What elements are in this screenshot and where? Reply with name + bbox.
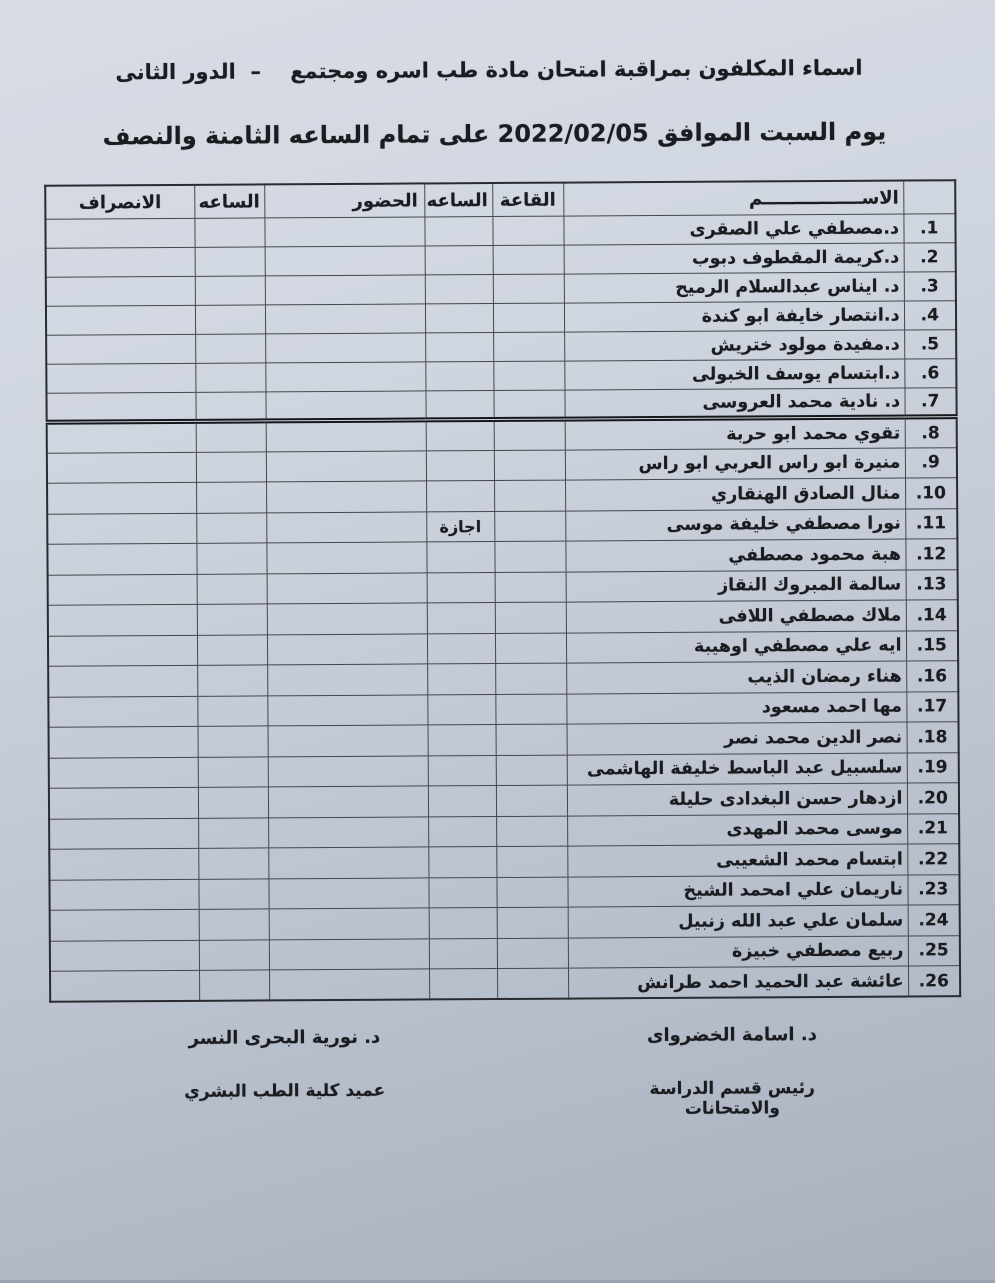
hour-in-cell	[428, 847, 496, 878]
departure-cell	[46, 247, 195, 277]
attendance-cell	[267, 572, 427, 603]
hour-out-cell	[194, 218, 264, 247]
attendance-cell	[267, 603, 427, 634]
hall-cell	[495, 633, 566, 664]
invigilator-name-cell: سلمان علي عبد الله زنبيل	[568, 905, 908, 938]
departure-cell	[49, 726, 198, 757]
departure-cell	[48, 696, 197, 727]
hour-out-cell	[198, 756, 268, 787]
hour-in-cell	[425, 246, 493, 275]
row-number-cell: .24	[908, 905, 960, 936]
hour-out-cell	[197, 695, 267, 726]
invigilator-name-cell: عائشة عبد الحميد احمد طرانش	[568, 966, 908, 999]
row-number-cell: .1	[903, 214, 955, 243]
departure-cell	[48, 604, 197, 635]
row-number-cell: .15	[906, 630, 958, 661]
departure-cell	[50, 940, 199, 971]
attendance-cell	[267, 664, 427, 695]
hour-out-cell	[198, 817, 268, 848]
hour-out-cell	[196, 421, 266, 452]
attendance-cell	[265, 275, 425, 305]
departure-cell	[48, 574, 197, 605]
hall-cell	[494, 450, 565, 481]
hour-in-cell: اجازة	[426, 511, 494, 542]
invigilator-name-cell: ناريمان علي امحمد الشيخ	[567, 875, 907, 908]
invigilator-name-cell: سالمة المبروك النقاز	[566, 570, 906, 603]
hall-cell	[494, 419, 565, 450]
row-number-cell: .4	[904, 301, 956, 330]
departure-cell	[46, 276, 195, 306]
hall-cell	[495, 663, 566, 694]
hour-in-cell	[426, 450, 494, 481]
table-body	[45, 214, 960, 1002]
hour-out-cell	[198, 787, 268, 818]
invigilator-name-cell: د.ابتسام يوسف الخبولى	[564, 359, 904, 390]
departure-cell	[48, 635, 197, 666]
hall-cell	[496, 724, 567, 755]
row-number-cell: .16	[906, 661, 958, 692]
hour-out-cell	[195, 392, 265, 421]
departure-cell	[49, 787, 198, 818]
hour-in-cell	[425, 333, 493, 362]
hour-out-cell	[195, 334, 265, 363]
hour-in-cell	[428, 877, 496, 908]
invigilator-name-cell: ازدهار حسن البغدادى حليلة	[567, 783, 907, 816]
row-number-cell: .7	[904, 388, 956, 417]
departure-cell	[47, 452, 196, 483]
hall-cell	[497, 938, 568, 969]
departure-cell	[49, 848, 198, 879]
attendance-cell	[268, 847, 428, 878]
invigilator-name-cell: ايه علي مصطفي اوهيبة	[566, 631, 906, 664]
hour-out-cell	[199, 970, 269, 1001]
row-number-cell: .3	[904, 272, 956, 301]
attendance-cell	[264, 217, 424, 247]
hour-out-cell	[196, 543, 266, 574]
attendance-cell	[268, 786, 428, 817]
hour-in-cell	[425, 362, 493, 391]
attendance-cell	[268, 725, 428, 756]
invigilator-name-cell: هبة محمود مصطفي	[565, 539, 905, 572]
invigilator-name-cell: منال الصادق الهنقاري	[565, 478, 905, 511]
row-number-cell: .5	[904, 330, 956, 359]
hour-in-cell	[427, 572, 495, 603]
hall-cell	[493, 303, 564, 332]
invigilator-name-cell: سلسبيل عبد الباسط خليفة الهاشمى	[567, 753, 907, 786]
invigilator-name-cell: نصر الدين محمد نصر	[567, 722, 907, 755]
departure-cell	[48, 665, 197, 696]
departure-cell	[47, 482, 196, 513]
hour-in-cell	[429, 908, 497, 939]
row-number-cell: .22	[907, 844, 959, 875]
hall-cell	[494, 480, 565, 511]
hall-cell	[495, 602, 566, 633]
table-header-row	[45, 180, 955, 219]
attendance-cell	[266, 542, 426, 573]
hour-out-cell	[195, 305, 265, 334]
attendance-cell	[268, 877, 428, 908]
signature-block-right	[599, 1024, 865, 1120]
attendance-cell	[265, 391, 425, 421]
departure-cell	[46, 334, 195, 364]
row-number-cell: .11	[905, 508, 957, 539]
hour-in-cell	[428, 725, 496, 756]
row-number-cell: .14	[906, 600, 958, 631]
hour-out-cell	[195, 363, 265, 392]
hall-cell	[493, 332, 564, 361]
row-number-cell: .25	[908, 935, 960, 966]
invigilator-name-cell: منيرة ابو راس العربي ابو راس	[565, 448, 905, 481]
departure-cell	[47, 421, 196, 452]
attendance-cell	[265, 362, 425, 392]
document-title: اسماء المكلفون بمراقبة امتحان مادة طب اسره ومجتمع – الدور الثانى	[0, 55, 982, 85]
hour-in-cell	[428, 786, 496, 817]
column-header-departure: الانصراف	[45, 185, 194, 219]
departure-cell	[46, 305, 195, 335]
attendance-cell	[266, 420, 426, 451]
row-number-cell: .23	[907, 874, 959, 905]
signer-name-left: د. نورية البحرى النسر	[139, 1026, 429, 1049]
attendance-cell	[265, 333, 425, 363]
attendance-cell	[269, 969, 429, 1000]
invigilator-name-cell: د. نادية محمد العروسى	[564, 388, 904, 419]
attendance-cell	[269, 938, 429, 969]
column-header-hour-out: الساعه	[194, 184, 264, 218]
row-number-cell: .18	[907, 722, 959, 753]
attendance-cell	[266, 450, 426, 481]
invigilator-name-cell: د.مصطفي علي الصقرى	[563, 214, 903, 245]
row-number-cell: .20	[907, 783, 959, 814]
hall-cell	[496, 816, 567, 847]
hour-out-cell	[198, 726, 268, 757]
departure-cell	[49, 879, 198, 910]
hall-cell	[497, 968, 568, 999]
attendance-cell	[265, 246, 425, 276]
hour-in-cell	[427, 694, 495, 725]
hall-cell	[495, 572, 566, 603]
row-number-cell: .13	[906, 569, 958, 600]
departure-cell	[50, 909, 199, 940]
hour-in-cell	[427, 664, 495, 695]
hour-in-cell	[429, 969, 497, 1000]
hour-out-cell	[196, 451, 266, 482]
hour-out-cell	[197, 604, 267, 635]
hour-in-cell	[427, 633, 495, 664]
attendance-cell	[269, 908, 429, 939]
hour-in-cell	[426, 481, 494, 512]
invigilator-name-cell: ابتسام محمد الشعيبى	[567, 844, 907, 877]
attendance-cell	[268, 816, 428, 847]
invigilator-name-cell: د.مفيدة مولود ختريش	[564, 330, 904, 361]
row-number-cell: .12	[905, 539, 957, 570]
column-header-attendance: الحضور	[264, 183, 424, 217]
invigilator-name-cell: د. ايناس عبدالسلام الرميح	[564, 272, 904, 303]
hall-cell	[496, 755, 567, 786]
invigilator-name-cell: د.انتصار خايفة ابو كندة	[564, 301, 904, 332]
hall-cell	[497, 907, 568, 938]
attendance-cell	[265, 304, 425, 334]
row-number-cell: .9	[905, 447, 957, 478]
row-number-cell: .19	[907, 752, 959, 783]
row-number-cell: .17	[906, 691, 958, 722]
hall-cell	[493, 245, 564, 274]
departure-cell	[46, 363, 195, 393]
invigilator-name-cell: ربيع مصطفي خبيزة	[568, 935, 908, 968]
hour-out-cell	[196, 482, 266, 513]
hall-cell	[493, 274, 564, 303]
column-header-name: الاســــــــــــــــم	[563, 181, 903, 217]
departure-cell	[49, 818, 198, 849]
row-number-cell: .2	[904, 243, 956, 272]
hall-cell	[492, 216, 563, 245]
column-header-hour-in: الساعه	[424, 183, 492, 217]
attendance-cell	[267, 633, 427, 664]
hall-cell	[494, 511, 565, 542]
hour-in-cell	[427, 603, 495, 634]
hour-in-cell	[426, 542, 494, 573]
signer-title-left: عميد كلية الطب البشري	[140, 1080, 430, 1102]
hour-out-cell	[198, 848, 268, 879]
hour-in-cell	[426, 420, 494, 451]
departure-cell	[49, 757, 198, 788]
invigilators-table	[44, 179, 961, 1003]
invigilator-name-cell: ملاك مصطفي اللافى	[566, 600, 906, 633]
hour-in-cell	[425, 275, 493, 304]
hour-in-cell	[428, 755, 496, 786]
hour-out-cell	[199, 909, 269, 940]
row-number-cell: .8	[905, 417, 957, 448]
hour-in-cell	[425, 304, 493, 333]
document-subtitle: يوم السبت الموافق 2022/02/05 على تمام الساعه الثامنة والنصف	[0, 117, 992, 151]
row-number-cell: .6	[904, 359, 956, 388]
hour-in-cell	[424, 217, 492, 246]
column-header-hall: القاعة	[492, 183, 563, 217]
invigilator-name-cell: د.كريمة المقطوف دبوب	[564, 243, 904, 274]
hour-in-cell	[425, 391, 493, 420]
hour-out-cell	[195, 247, 265, 276]
signer-name-right: د. اسامة الخضرواى	[599, 1024, 864, 1047]
invigilator-name-cell: مها احمد مسعود	[566, 692, 906, 725]
hour-out-cell	[199, 939, 269, 970]
hour-out-cell	[197, 573, 267, 604]
invigilator-name-cell: تقوي محمد ابو حربة	[565, 417, 905, 450]
hall-cell	[496, 877, 567, 908]
invigilator-name-cell: نورا مصطفي خليفة موسى	[565, 509, 905, 542]
hall-cell	[496, 846, 567, 877]
hour-out-cell	[195, 276, 265, 305]
row-number-cell: .10	[905, 478, 957, 509]
attendance-cell	[267, 694, 427, 725]
hall-cell	[495, 694, 566, 725]
invigilator-name-cell: موسى محمد المهدى	[567, 814, 907, 847]
row-number-cell: .21	[907, 813, 959, 844]
departure-cell	[47, 513, 196, 544]
departure-cell	[47, 543, 196, 574]
hour-out-cell	[198, 878, 268, 909]
attendance-cell	[266, 511, 426, 542]
hour-out-cell	[196, 512, 266, 543]
column-header-number	[903, 180, 955, 214]
signature-block-left	[139, 1026, 429, 1102]
hall-cell	[496, 785, 567, 816]
hour-out-cell	[197, 665, 267, 696]
table-row	[50, 966, 960, 1002]
hall-cell	[494, 541, 565, 572]
attendance-cell	[268, 755, 428, 786]
row-number-cell: .26	[908, 966, 960, 997]
hour-in-cell	[428, 816, 496, 847]
departure-cell	[50, 970, 199, 1001]
hall-cell	[493, 361, 564, 390]
departure-cell	[45, 218, 194, 248]
hour-out-cell	[197, 634, 267, 665]
hour-in-cell	[429, 938, 497, 969]
hall-cell	[493, 390, 564, 419]
signer-title-right: رئيس قسم الدراسة والامتحانات	[600, 1078, 865, 1120]
attendance-cell	[266, 481, 426, 512]
invigilator-name-cell: هناء رمضان الذيب	[566, 661, 906, 694]
departure-cell	[46, 392, 195, 422]
